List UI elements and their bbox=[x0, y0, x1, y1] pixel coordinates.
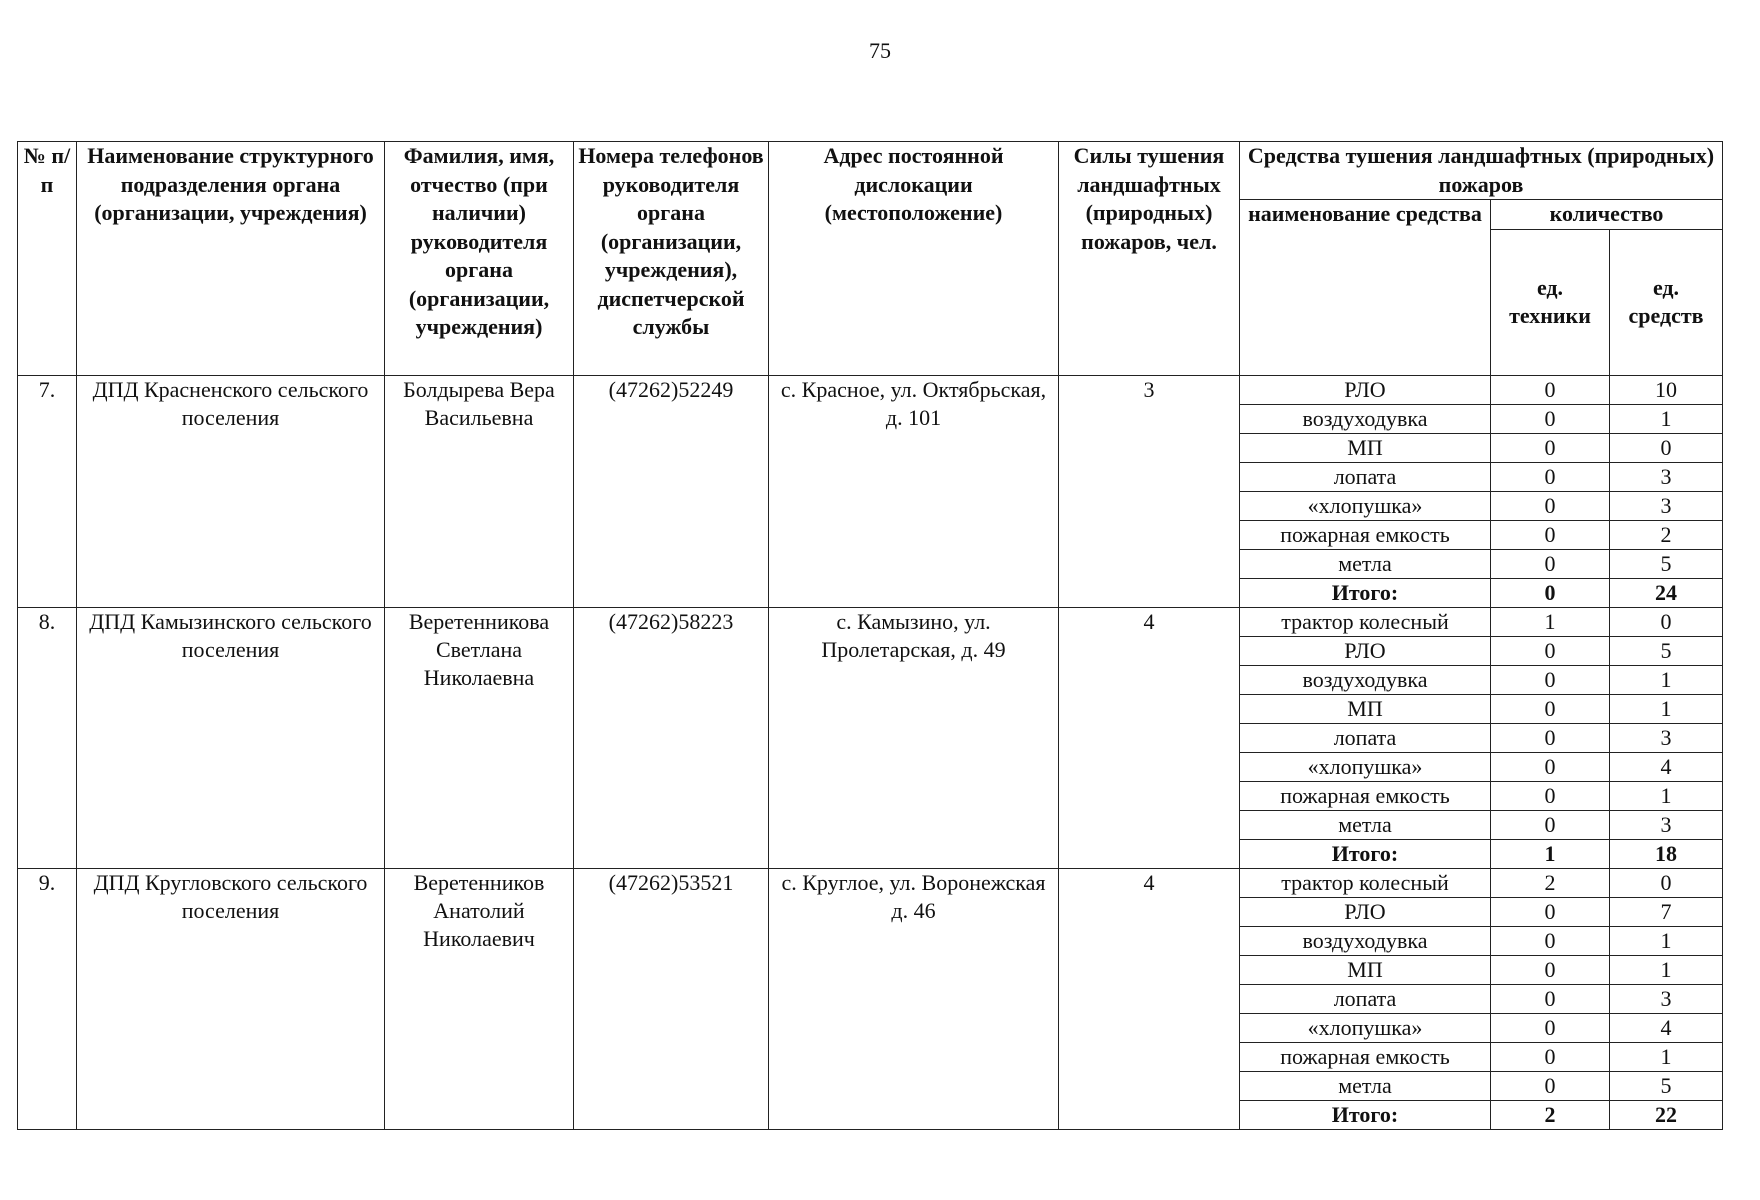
equipment-means-count: 5 bbox=[1610, 1071, 1723, 1100]
equipment-tech-count: 0 bbox=[1491, 1042, 1610, 1071]
equipment-name: воздуходувка bbox=[1240, 665, 1491, 694]
equipment-means-count: 3 bbox=[1610, 491, 1723, 520]
header-units-means: ед. средств bbox=[1610, 229, 1723, 375]
equipment-means-count: 0 bbox=[1610, 868, 1723, 897]
address: с. Красное, ул. Октябрьская, д. 101 bbox=[769, 375, 1059, 607]
forces-count: 3 bbox=[1059, 375, 1240, 607]
equipment-means-count: 1 bbox=[1610, 1042, 1723, 1071]
equipment-name: лопата bbox=[1240, 984, 1491, 1013]
unit-name: ДПД Красненского сельского поселения bbox=[77, 375, 385, 607]
equipment-tech-count: 0 bbox=[1491, 636, 1610, 665]
equipment-means-count: 5 bbox=[1610, 549, 1723, 578]
equipment-tech-count: 0 bbox=[1491, 897, 1610, 926]
equipment-tech-count: 0 bbox=[1491, 1071, 1610, 1100]
equipment-tech-count: 0 bbox=[1491, 984, 1610, 1013]
equipment-name: метла bbox=[1240, 549, 1491, 578]
equipment-name: МП bbox=[1240, 433, 1491, 462]
equipment-name: МП bbox=[1240, 955, 1491, 984]
header-head: Фамилия, имя, отчество (при наличии) руководителя органа (организации, учреждения) bbox=[385, 142, 574, 376]
header-forces: Силы тушения ландшафтных (природных) пожаров, чел. bbox=[1059, 142, 1240, 376]
equipment-name: метла bbox=[1240, 810, 1491, 839]
forces-count: 4 bbox=[1059, 607, 1240, 868]
phone-number: (47262)58223 bbox=[574, 607, 769, 868]
equipment-means-count: 5 bbox=[1610, 636, 1723, 665]
table-row bbox=[18, 868, 1723, 897]
equipment-name: пожарная емкость bbox=[1240, 1042, 1491, 1071]
equipment-tech-count: 0 bbox=[1491, 404, 1610, 433]
address: с. Круглое, ул. Воронежская д. 46 bbox=[769, 868, 1059, 1129]
head-name: Веретенников Анатолий Николаевич bbox=[385, 868, 574, 1129]
equipment-name: МП bbox=[1240, 694, 1491, 723]
phone-number: (47262)52249 bbox=[574, 375, 769, 607]
equipment-name: трактор колесный bbox=[1240, 868, 1491, 897]
equipment-means-count: 3 bbox=[1610, 984, 1723, 1013]
equipment-name: воздуходувка bbox=[1240, 926, 1491, 955]
equipment-tech-count: 0 bbox=[1491, 665, 1610, 694]
equipment-name: РЛО bbox=[1240, 636, 1491, 665]
phone-number: (47262)53521 bbox=[574, 868, 769, 1129]
equipment-name: РЛО bbox=[1240, 897, 1491, 926]
header-means-name: наименование средства bbox=[1240, 200, 1491, 376]
equipment-tech-count: 0 bbox=[1491, 433, 1610, 462]
row-number: 9. bbox=[18, 868, 77, 1129]
equipment-means-count: 7 bbox=[1610, 897, 1723, 926]
equipment-name: Итого: bbox=[1240, 1100, 1491, 1129]
equipment-tech-count: 0 bbox=[1491, 462, 1610, 491]
address: с. Камызино, ул. Пролетарская, д. 49 bbox=[769, 607, 1059, 868]
equipment-tech-count: 2 bbox=[1491, 1100, 1610, 1129]
equipment-tech-count: 0 bbox=[1491, 955, 1610, 984]
equipment-tech-count: 0 bbox=[1491, 375, 1610, 404]
head-name: Веретенникова Светлана Николаевна bbox=[385, 607, 574, 868]
forces-count: 4 bbox=[1059, 868, 1240, 1129]
equipment-name: «хлопушка» bbox=[1240, 491, 1491, 520]
equipment-tech-count: 0 bbox=[1491, 810, 1610, 839]
equipment-name: Итого: bbox=[1240, 839, 1491, 868]
equipment-tech-count: 0 bbox=[1491, 752, 1610, 781]
equipment-means-count: 0 bbox=[1610, 607, 1723, 636]
header-unit: Наименование структурного подразделения органа (организации, учреждения) bbox=[77, 142, 385, 376]
equipment-means-count: 2 bbox=[1610, 520, 1723, 549]
equipment-means-count: 4 bbox=[1610, 1013, 1723, 1042]
equipment-means-count: 1 bbox=[1610, 926, 1723, 955]
equipment-tech-count: 0 bbox=[1491, 723, 1610, 752]
equipment-means-count: 1 bbox=[1610, 694, 1723, 723]
equipment-name: метла bbox=[1240, 1071, 1491, 1100]
equipment-tech-count: 0 bbox=[1491, 578, 1610, 607]
table-row bbox=[18, 375, 1723, 404]
header-quantity: количество bbox=[1491, 200, 1723, 230]
equipment-name: трактор колесный bbox=[1240, 607, 1491, 636]
equipment-means-count: 3 bbox=[1610, 723, 1723, 752]
equipment-means-count: 24 bbox=[1610, 578, 1723, 607]
row-number: 7. bbox=[18, 375, 77, 607]
row-number: 8. bbox=[18, 607, 77, 868]
equipment-name: пожарная емкость bbox=[1240, 520, 1491, 549]
equipment-means-count: 1 bbox=[1610, 665, 1723, 694]
equipment-tech-count: 1 bbox=[1491, 607, 1610, 636]
page-number: 75 bbox=[869, 38, 891, 63]
equipment-name: лопата bbox=[1240, 723, 1491, 752]
equipment-name: лопата bbox=[1240, 462, 1491, 491]
equipment-means-count: 1 bbox=[1610, 955, 1723, 984]
equipment-means-count: 1 bbox=[1610, 781, 1723, 810]
unit-name: ДПД Кругловского сельского поселения bbox=[77, 868, 385, 1129]
header-num: № п/п bbox=[18, 142, 77, 376]
equipment-tech-count: 0 bbox=[1491, 520, 1610, 549]
table-header bbox=[18, 142, 1723, 376]
equipment-tech-count: 2 bbox=[1491, 868, 1610, 897]
equipment-tech-count: 1 bbox=[1491, 839, 1610, 868]
fire-forces-table bbox=[17, 141, 1723, 1130]
equipment-name: Итого: bbox=[1240, 578, 1491, 607]
equipment-tech-count: 0 bbox=[1491, 781, 1610, 810]
equipment-name: «хлопушка» bbox=[1240, 752, 1491, 781]
header-phones: Номера телефонов руководителя органа (организации, учреждения), диспетчерской службы bbox=[574, 142, 769, 376]
header-units-tech: ед. техники bbox=[1491, 229, 1610, 375]
equipment-tech-count: 0 bbox=[1491, 549, 1610, 578]
head-name: Болдырева Вера Васильевна bbox=[385, 375, 574, 607]
equipment-tech-count: 0 bbox=[1491, 926, 1610, 955]
header-means: Средства тушения ландшафтных (природных) пожаров bbox=[1240, 142, 1723, 200]
equipment-name: воздуходувка bbox=[1240, 404, 1491, 433]
equipment-means-count: 3 bbox=[1610, 810, 1723, 839]
equipment-means-count: 22 bbox=[1610, 1100, 1723, 1129]
equipment-tech-count: 0 bbox=[1491, 694, 1610, 723]
equipment-means-count: 3 bbox=[1610, 462, 1723, 491]
equipment-name: «хлопушка» bbox=[1240, 1013, 1491, 1042]
table-body bbox=[18, 375, 1723, 1129]
equipment-tech-count: 0 bbox=[1491, 491, 1610, 520]
equipment-means-count: 4 bbox=[1610, 752, 1723, 781]
unit-name: ДПД Камызинского сельского поселения bbox=[77, 607, 385, 868]
equipment-means-count: 1 bbox=[1610, 404, 1723, 433]
equipment-tech-count: 0 bbox=[1491, 1013, 1610, 1042]
equipment-name: пожарная емкость bbox=[1240, 781, 1491, 810]
equipment-means-count: 18 bbox=[1610, 839, 1723, 868]
equipment-means-count: 0 bbox=[1610, 433, 1723, 462]
header-address: Адрес постоянной дислокации (местоположение) bbox=[769, 142, 1059, 376]
equipment-name: РЛО bbox=[1240, 375, 1491, 404]
equipment-means-count: 10 bbox=[1610, 375, 1723, 404]
table-row bbox=[18, 607, 1723, 636]
